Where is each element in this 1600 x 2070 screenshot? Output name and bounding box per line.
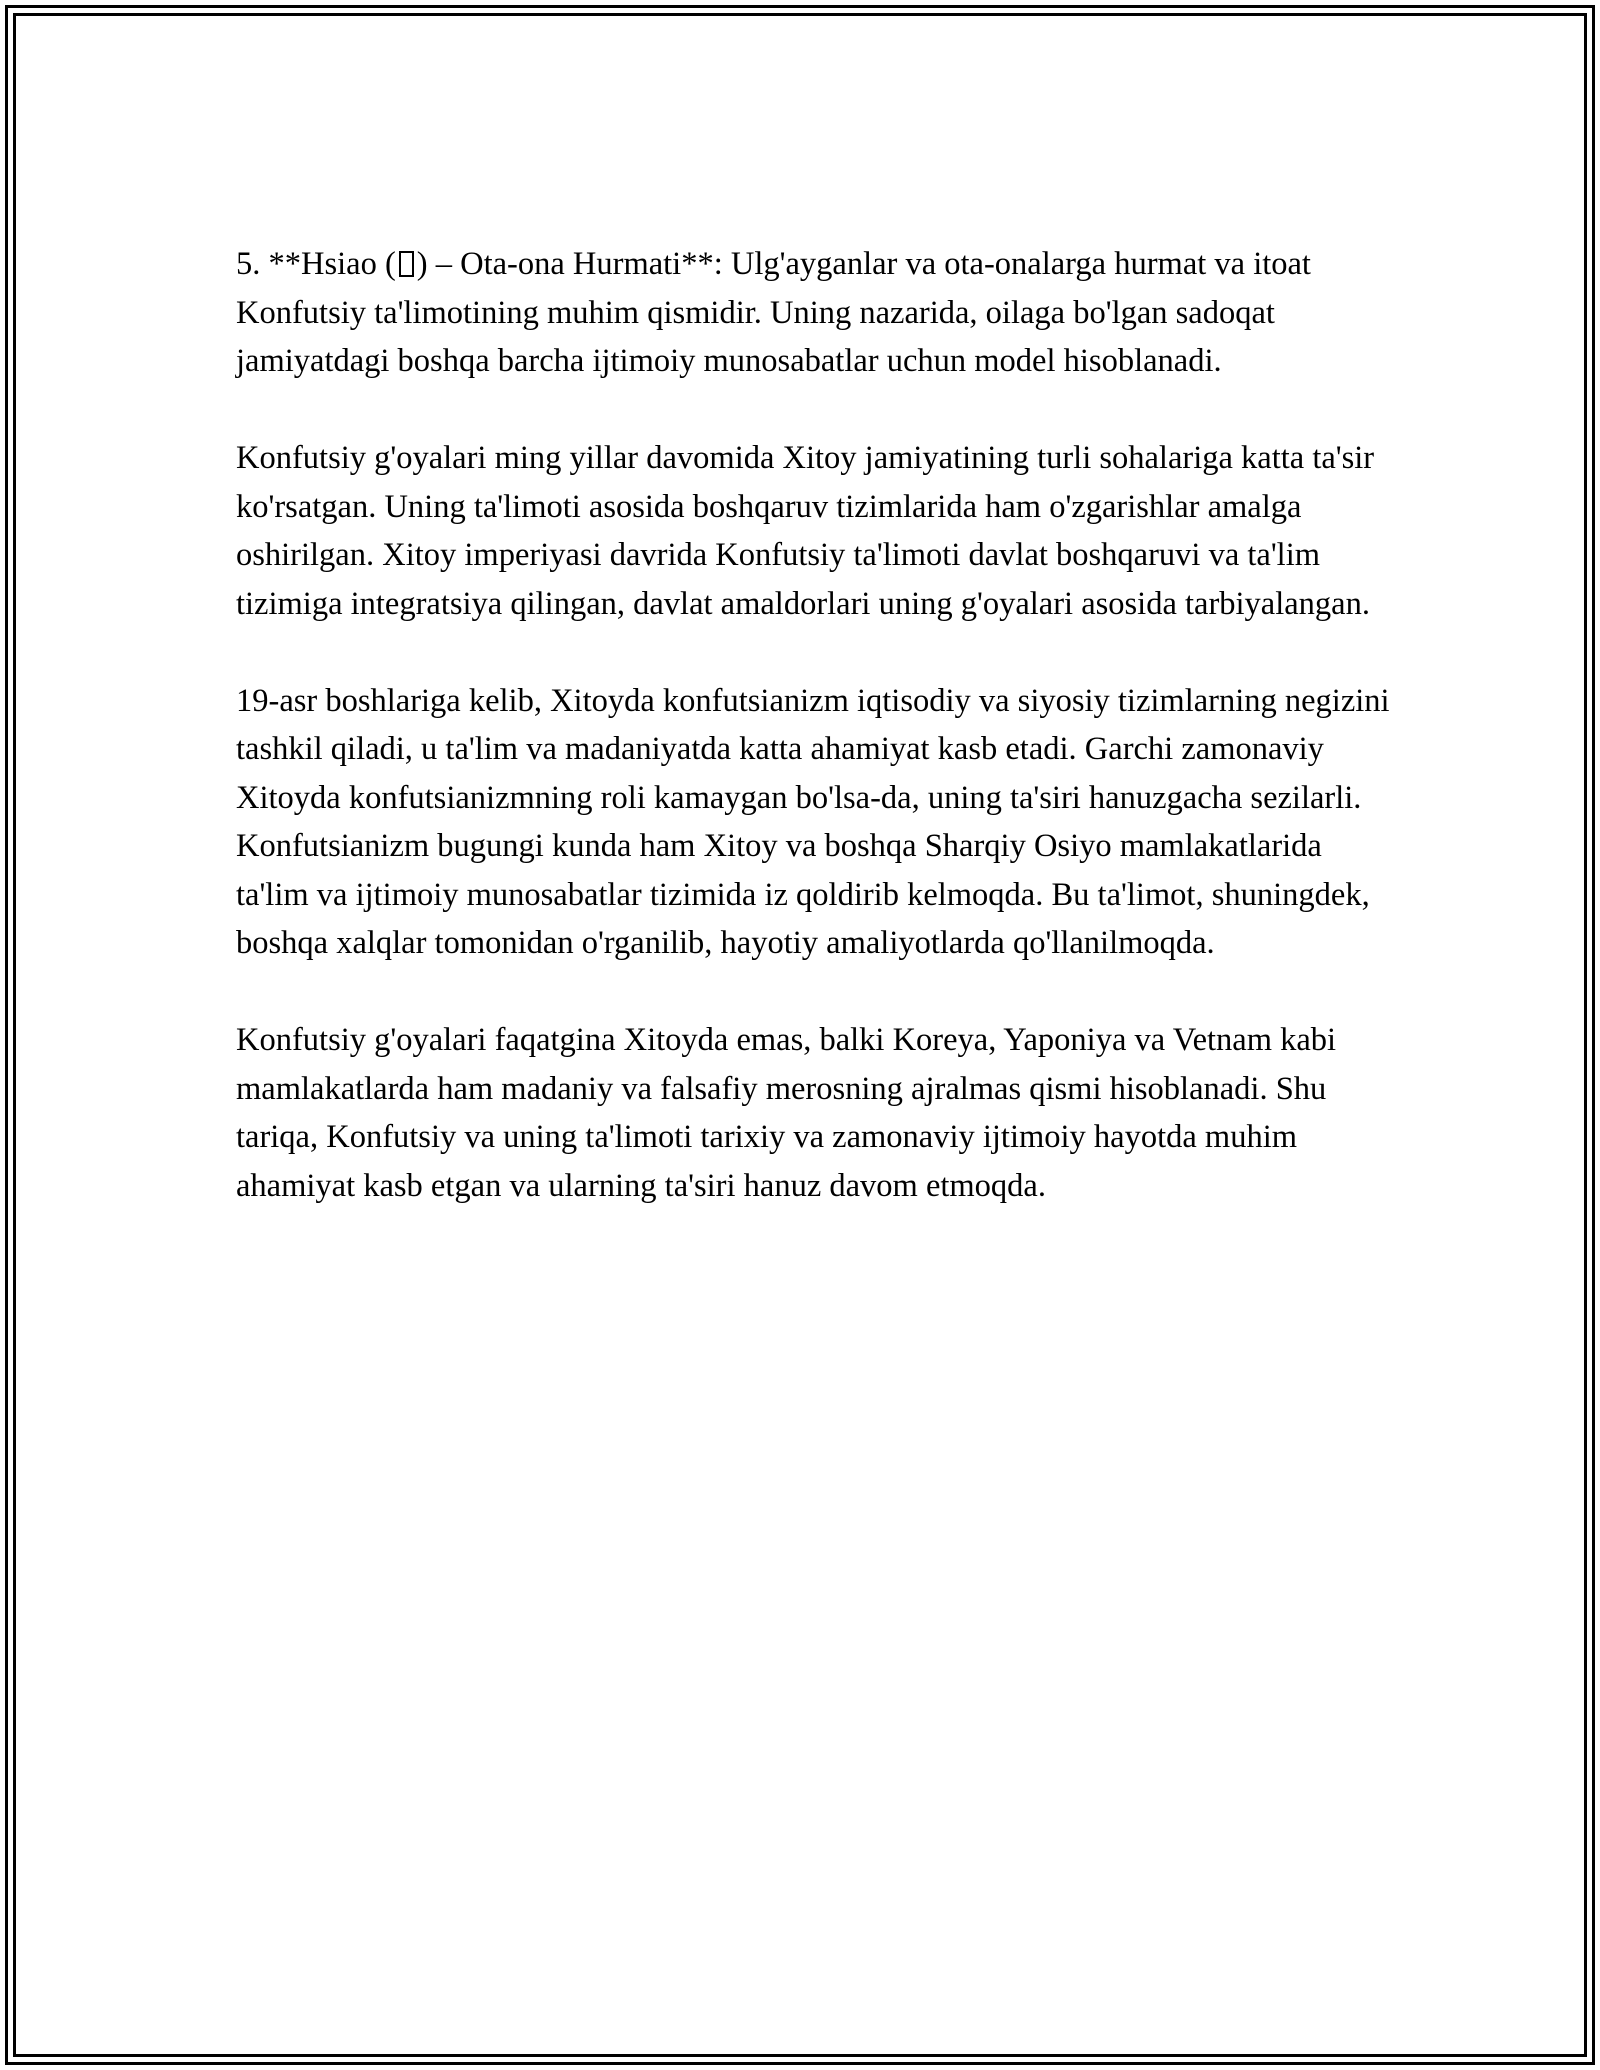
paragraph-hsiao: [236, 240, 1396, 386]
paragraph-19th-century: 19-asr boshlariga kelib, Xitoyda konfutsianizm iqtisodiy va siyosiy tizimlarning negizini tashkil qiladi, u ta'lim va madaniyatda katta ahamiyat kasb etadi. Garchi zamonaviy Xitoyda konfutsianizmning roli kamaygan bo'lsa-da, uning ta'siri hanuzgacha sezilarli. Konfutsianizm bugungi kunda ham Xitoy va boshqa Sharqiy Osiyo mamlakatlarida ta'lim va ijtimoiy munosabatlar tizimida iz qoldirib kelmoqda. Bu ta'limot, shuningdek, boshqa xalqlar tomonidan o'rganilib, hayotiy amaliyotlarda qo'llanilmoqda.: [236, 682, 1390, 961]
paragraph-hsiao-prefix: 5. **Hsiao (: [236, 246, 396, 282]
paragraph-influence: Konfutsiy g'oyalari ming yillar davomida Xitoy jamiyatining turli sohalariga katta ta'sir ko'rsatgan. Uning ta'limoti asosida boshqaruv tizimlarida ham o'zgarishlar amalga oshirilgan. Xitoy imperiyasi davrida Konfutsiy ta'limoti davlat boshqaruvi va ta'lim tizimiga integratsiya qilingan, davlat amaldorlari uning g'oyalari asosida tarbiyalangan.: [236, 440, 1375, 622]
document-body: [236, 240, 1396, 1259]
missing-glyph-icon: [399, 251, 414, 277]
paragraph-east-asia: Konfutsiy g'oyalari faqatgina Xitoyda emas, balki Koreya, Yaponiya va Vetnam kabi mamlakatlarda ham madaniy va falsafiy merosning ajralmas qismi hisoblanadi. Shu tariqa, Konfutsiy va uning ta'limoti tarixiy va zamonaviy ijtimoiy hayotda muhim ahamiyat kasb etgan va ularning ta'siri hanuz davom etmoqda.: [236, 1022, 1337, 1204]
paragraph-hsiao-rest: ) – Ota-ona Hurmati**: Ulg'ayganlar va ota-onalarga hurmat va itoat Konfutsiy ta'limotining muhim qismidir. Uning nazarida, oilaga bo'lgan sadoqat jamiyatdagi boshqa barcha ijtimoiy munosabatlar uchun model hisoblanadi.: [236, 246, 1311, 379]
